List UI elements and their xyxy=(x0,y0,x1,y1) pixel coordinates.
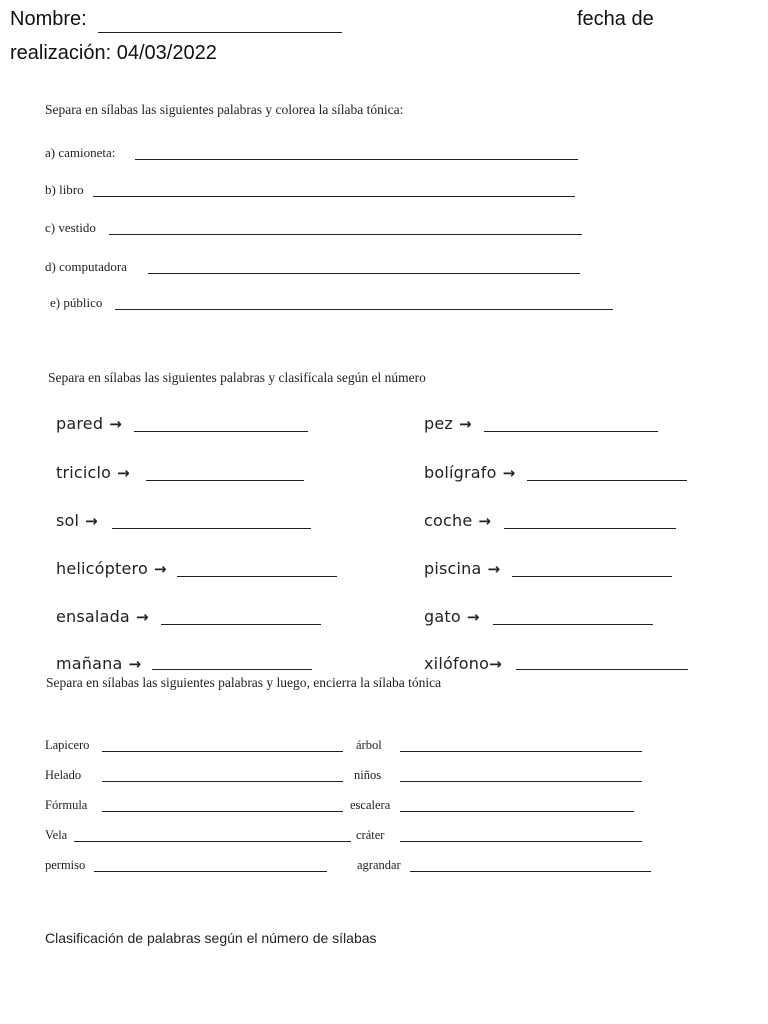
section3-word-crater: cráter xyxy=(356,828,385,842)
section3-word-escalera: escalera xyxy=(350,798,391,812)
arrow-icon: → xyxy=(109,415,122,433)
arrow-icon: → xyxy=(489,655,502,673)
answer-line-arbol[interactable] xyxy=(400,751,642,752)
section3-word-permiso: permiso xyxy=(45,858,86,872)
answer-line-e[interactable] xyxy=(115,309,613,310)
answer-line-coche[interactable] xyxy=(504,528,676,529)
word-sol: sol → xyxy=(56,511,98,530)
answer-line-helado[interactable] xyxy=(102,781,343,782)
realizacion-date: realización: 04/03/2022 xyxy=(10,42,217,64)
word-helicoptero: helicóptero → xyxy=(56,559,167,578)
answer-line-sol[interactable] xyxy=(112,528,311,529)
section3-word-vela: Vela xyxy=(45,828,68,842)
section1-item-e: e) público xyxy=(50,295,103,310)
answer-line-pared[interactable] xyxy=(134,431,308,432)
answer-line-triciclo[interactable] xyxy=(146,480,304,481)
section1-item-d: d) computadora xyxy=(45,259,127,274)
word-xilofono: xilófono→ xyxy=(424,654,502,673)
nombre-label: Nombre: xyxy=(10,8,87,30)
word-piscina: piscina → xyxy=(424,559,501,578)
arrow-icon: → xyxy=(502,464,516,482)
arrow-icon: → xyxy=(135,608,149,626)
section3-word-lapicero: Lapicero xyxy=(45,738,90,752)
answer-line-vela[interactable] xyxy=(74,841,351,842)
arrow-icon: → xyxy=(459,415,472,433)
footer-heading: Clasificación de palabras según el número de sílabas xyxy=(45,930,377,946)
section2-instruction: Separa en sílabas las siguientes palabras y clasifícala según el número xyxy=(48,370,426,385)
answer-line-lapicero[interactable] xyxy=(102,751,343,752)
answer-line-c[interactable] xyxy=(109,234,582,235)
section1-item-b: b) libro xyxy=(45,182,84,197)
section3-instruction: Separa en sílabas las siguientes palabras y luego, encierra la sílaba tónica xyxy=(46,675,442,690)
arrow-icon: → xyxy=(487,560,501,578)
section1-item-a: a) camioneta: xyxy=(45,145,116,160)
word-coche: coche → xyxy=(424,511,492,530)
answer-line-formula[interactable] xyxy=(102,811,343,812)
answer-line-ensalada[interactable] xyxy=(161,624,321,625)
section3-word-ninos: niños xyxy=(354,768,382,782)
answer-line-xilofono[interactable] xyxy=(516,669,688,670)
section3-word-arbol: árbol xyxy=(356,738,382,752)
arrow-icon: → xyxy=(117,464,130,482)
word-manana: mañana → xyxy=(56,654,142,673)
answer-line-helicoptero[interactable] xyxy=(177,576,337,577)
arrow-icon: → xyxy=(128,655,142,673)
answer-line-agrandar[interactable] xyxy=(410,871,651,872)
section1-item-c: c) vestido xyxy=(45,220,96,235)
arrow-icon: → xyxy=(478,512,492,530)
word-gato: gato → xyxy=(424,607,480,626)
answer-line-boligrafo[interactable] xyxy=(527,480,687,481)
section3-word-formula: Fórmula xyxy=(45,798,88,812)
arrow-icon: → xyxy=(153,560,167,578)
word-ensalada: ensalada → xyxy=(56,607,149,626)
word-pared: pared → xyxy=(56,414,122,433)
answer-line-ninos[interactable] xyxy=(400,781,642,782)
answer-line-piscina[interactable] xyxy=(512,576,672,577)
answer-line-b[interactable] xyxy=(93,196,575,197)
answer-line-gato[interactable] xyxy=(493,624,653,625)
arrow-icon: → xyxy=(466,608,480,626)
answer-line-a[interactable] xyxy=(135,159,578,160)
word-triciclo: triciclo → xyxy=(56,463,130,482)
word-boligrafo: bolígrafo → xyxy=(424,463,516,482)
arrow-icon: → xyxy=(85,512,98,530)
answer-line-pez[interactable] xyxy=(484,431,658,432)
answer-line-manana[interactable] xyxy=(152,669,312,670)
fecha-label: fecha de xyxy=(577,8,654,30)
section3-word-helado: Helado xyxy=(45,768,82,782)
word-pez: pez → xyxy=(424,414,472,433)
section1-instruction: Separa en sílabas las siguientes palabras y colorea la sílaba tónica: xyxy=(45,102,404,117)
answer-line-crater[interactable] xyxy=(400,841,642,842)
answer-line-permiso[interactable] xyxy=(94,871,327,872)
section3-word-agrandar: agrandar xyxy=(357,858,401,872)
answer-line-d[interactable] xyxy=(148,273,580,274)
answer-line-escalera[interactable] xyxy=(400,811,634,812)
nombre-input[interactable] xyxy=(98,32,342,33)
